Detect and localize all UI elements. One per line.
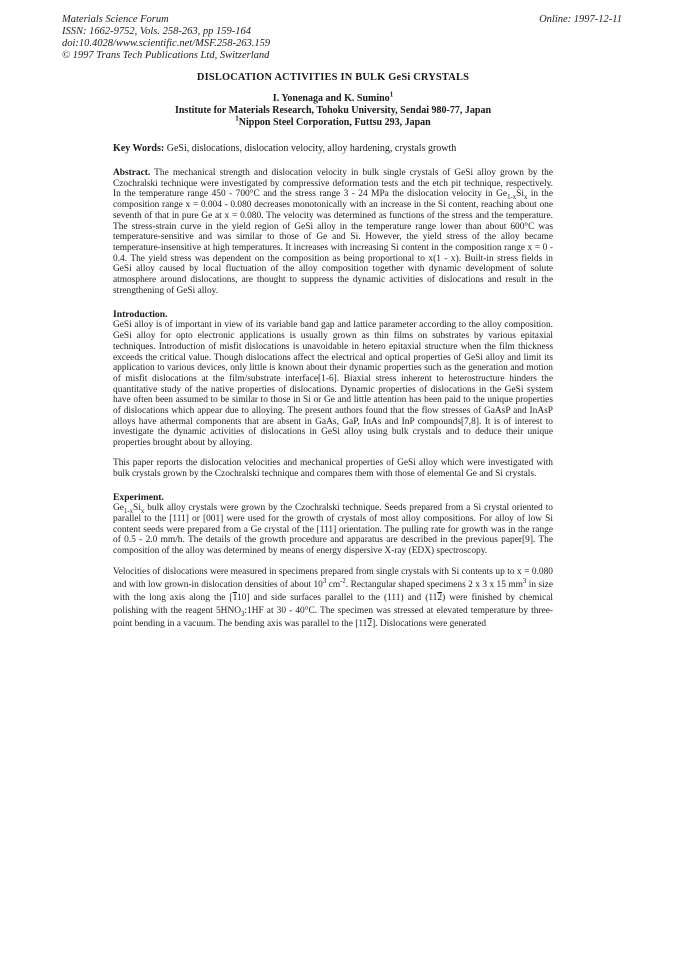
affiliation-2-line bbox=[113, 114, 553, 129]
experiment-part: ) were finished by chemical polishing with the reagent 5HNO bbox=[113, 592, 554, 616]
abstract-section bbox=[113, 168, 553, 296]
affiliation-1: Institute for Materials Research, Tohoku University, Sendai 980-77, Japan bbox=[174, 105, 492, 116]
experiment-sub: 1-x bbox=[123, 508, 133, 516]
journal-name: Materials Science Forum bbox=[62, 14, 169, 25]
experiment-sub: x bbox=[140, 508, 145, 516]
experiment-sup: 3 bbox=[522, 577, 527, 585]
experiment-part: :1HF at 30 - 40°C. The specimen was stressed at elevated temperature by three-point bending in a vacuum. The bending axis was parallel to the [11 bbox=[113, 605, 553, 629]
experiment-sub: 3 bbox=[241, 610, 245, 618]
experiment-sup: 3 bbox=[322, 577, 327, 585]
author-affiliation-mark: 1 bbox=[389, 90, 394, 99]
abstract-sub: 1-x bbox=[507, 194, 517, 202]
publication-metadata bbox=[62, 14, 622, 62]
issn-line: ISSN: 1662-9752, Vols. 258-263, pp 159-164 bbox=[62, 26, 251, 37]
experiment-paragraph-2 bbox=[113, 566, 553, 631]
keywords-label: Key Words: bbox=[113, 143, 165, 154]
introduction-section bbox=[113, 309, 553, 479]
experiment-part: 10] and side surfaces parallel to the (111) and (11 bbox=[236, 592, 438, 603]
miller-index-bar: 1 bbox=[232, 592, 237, 603]
experiment-part: cm bbox=[326, 579, 341, 590]
copyright-line: © 1997 Trans Tech Publications Ltd, Switzerland bbox=[62, 50, 270, 61]
introduction-heading: Introduction. bbox=[113, 309, 168, 321]
experiment-part: Velocities of dislocations were measured in specimens prepared from single crystals with Si contents up to x = 0.080 and with low grown-in dislocation densities of about 10 bbox=[113, 566, 553, 590]
experiment-part: bulk alloy crystals were grown by the Czochralski technique. Seeds prepared from a Si crystal oriented to parallel to the [111] or [001] were used for the growth of crystals of most alloy compositions. For alloy of low Si content seeds were prepared from a Ge crystal of the [111] orientation. The pulling rate for growth was in the range of 0.5 - 2.0 mm/h. The details of the growth procedure and apparatus are described in the previous paper[9]. The composition of the alloy was determined by means of energy dispersive X-ray (EDX) spectroscopy. bbox=[113, 503, 553, 557]
paper-title: DISLOCATION ACTIVITIES IN BULK GeSi CRYSTALS bbox=[196, 72, 470, 83]
keywords-text: GeSi, dislocations, dislocation velocity, alloy hardening, crystals growth bbox=[164, 143, 457, 154]
paper-body bbox=[113, 72, 553, 631]
abstract-sub: x bbox=[523, 194, 528, 202]
experiment-heading: Experiment. bbox=[113, 492, 164, 504]
author-line bbox=[113, 90, 553, 105]
experiment-part: Si bbox=[133, 503, 141, 514]
miller-index-bar: 2 bbox=[437, 592, 443, 603]
author-names: I. Yonenaga and K. Sumino bbox=[272, 93, 390, 104]
online-date: Online: 1997-12-11 bbox=[539, 14, 622, 25]
introduction-paragraph-1: GeSi alloy is of important in view of its variable band gap and lattice parameter according to the alloy composition. GeSi alloy for opto electronic applications is usually grown as thin films on substrates by various epitaxial techniques. Introduction of misfit dislocations is unavoidable in hetero epitaxial structure when the film thickness exceeds the critical value. Though dislocations affect the electrical and optical properties of GeSi alloy and limit its application to various devices, only little is known about their dynamic properties such as the generation and motion of misfit dislocations at the film/substrate interface[1-6]. Biaxial stress inherent to heterostructure hinders the quantitative study of the native properties of dislocations. Dynamic properties of dislocations in the GeSi system have often been assumed to be similar to those in Si or Ge and little attention has been paid to the unique properties of dislocations which appear due to alloying. The present authors found that the flow stresses of GaAsP and InAsP alloys have athermal components that are absent in GaAs, GaP, InAs and InP compounds[7,8]. It is of interest to investigate the dynamic activities of dislocations in GeSi alloy using bulk crystals and to deduce their unique properties brought about by alloying. bbox=[113, 320, 553, 449]
abstract-label: Abstract. bbox=[113, 168, 151, 178]
experiment-part: ]. Dislocations were generated bbox=[372, 618, 487, 629]
experiment-sup: -2 bbox=[340, 577, 346, 585]
introduction-paragraph-2: This paper reports the dislocation velocities and mechanical properties of GeSi alloy which were investigated with bulk crystals grown by the Czochralski technique and compares them with those of elemental Ge and Si crystals. bbox=[113, 457, 553, 479]
experiment-part: . Rectangular shaped specimens 2 x 3 x 15 mm bbox=[345, 579, 523, 590]
affiliation-2-mark: 1 bbox=[235, 114, 239, 123]
experiment-part: Ge bbox=[113, 503, 124, 514]
miller-index-bar: 2 bbox=[367, 618, 373, 629]
experiment-section bbox=[113, 492, 553, 631]
abstract-part: The mechanical strength and dislocation velocity in bulk single crystals of GeSi alloy grown by the Czochralski technique were investigated by compressive deformation tests and the etch pit technique, respectively. In the temperature range 450 - 700°C and the stress range 3 - 24 MPa the dislocation velocity in Ge bbox=[113, 168, 553, 200]
abstract-part: Si bbox=[516, 189, 524, 200]
experiment-paragraph-1 bbox=[113, 503, 553, 557]
abstract-text bbox=[113, 168, 553, 296]
affiliation-2: Nippon Steel Corporation, Futtsu 293, Japan bbox=[238, 117, 431, 128]
abstract-part: in the composition range x = 0.004 - 0.080 decreases monotonically with an increase in the Si content, reaching about one seventh of that in pure Ge at x = 0.080. The velocity was determined as functions of the stress and the temperature. The stress-strain curve in the yield region of GeSi alloy in the temperature range lower than about 600°C was temperature-sensitive and was similar to those of Ge and Si. However, the yield stress of the alloy became temperature-insensitive at high temperatures. It increases with increasing Si content in the composition range x = 0 - 0.4. The yield stress was dependent on the composition as being proportional to x(1 - x). Built-in stress fields in GeSi alloy caused by local fluctuation of the alloy composition together with dynamic development of solute atmosphere around dislocations, are thought to suppress the dynamic activities of dislocations and result in the strengthening of GeSi alloy. bbox=[113, 189, 553, 296]
experiment-part: in size with the long axis along the [ bbox=[113, 579, 553, 603]
doi-line: doi:10.4028/www.scientific.net/MSF.258-263.159 bbox=[62, 38, 271, 49]
keywords bbox=[113, 143, 553, 155]
